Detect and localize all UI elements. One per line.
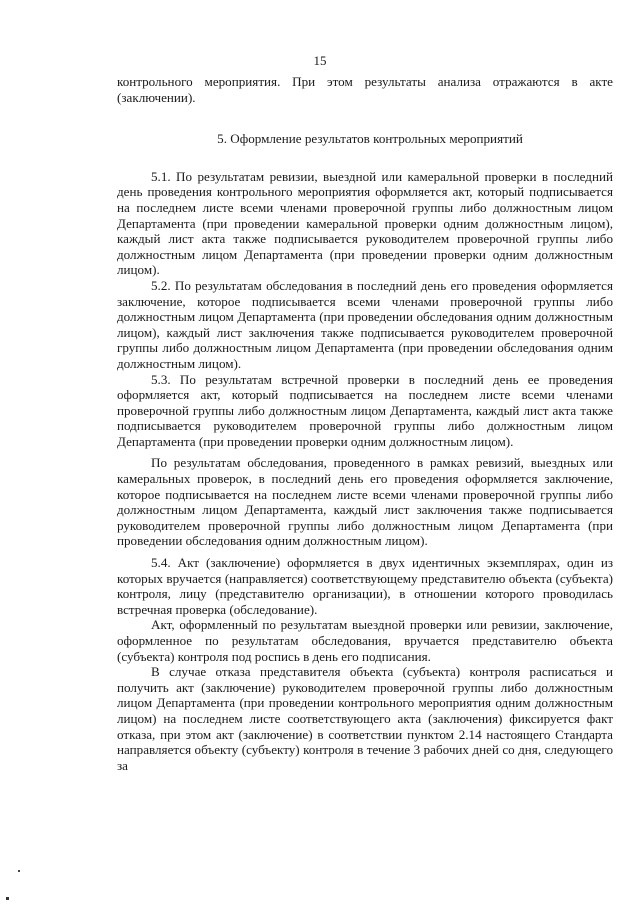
scan-speck <box>18 870 20 872</box>
document-body <box>117 74 613 773</box>
paragraph-5-3-inspection: По результатам обследования, проведенного в рамках ревизий, выездных или камеральных проверок, в последний день его проведения оформляется заключение, которое подписывается на последнем листе всеми членами проверочной группы либо должностным лицом Департамента, каждый лист заключения также подписывается руководителем проверочной группы либо должностным лицом Департамента (при проведении обследования одним должностным лицом). <box>117 455 613 549</box>
paragraph-5-4-refusal: В случае отказа представителя объекта (субъекта) контроля расписаться и получить акт (заключение) руководителем проверочной группы либо должностным лицом Департамента (при проведении контрольного мероприятия одним должностным лицом) на последнем листе соответствующего акта (заключения) фиксируется факт отказа, при этом акт (заключение) в соответствии пунктом 2.14 настоящего Стандарта направляется объекту (субъекту) контроля в течение 3 рабочих дней со дня, следующего за <box>117 664 613 773</box>
paragraph-5-3: 5.3. По результатам встречной проверки в последний день ее проведения оформляется акт, который подписывается на последнем листе всеми членами проверочной группы либо должностным лицом Департамента, каждый лист акта также подписывается руководителем проверочной группы либо должностным лицом Департамента (при проведении проверки одним должностным лицом). <box>117 371 613 449</box>
intro-paragraph: контрольного мероприятия. При этом результаты анализа отражаются в акте (заключении). <box>117 74 613 105</box>
paragraph-5-4: 5.4. Акт (заключение) оформляется в двух идентичных экземплярах, один из которых вручается (направляется) соответствующему представителю объекта (субъекта) контроля, лицу (представителю организации), в отношении которого проводилась встречная проверка (обследование). <box>117 555 613 617</box>
paragraph-5-4-delivery: Акт, оформленный по результатам выездной проверки или ревизии, заключение, оформленное по результатам обследования, вручается представителю объекта (субъекта) контроля под роспись в день его подписания. <box>117 617 613 664</box>
paragraph-5-2: 5.2. По результатам обследования в последний день его проведения оформляется заключение, которое подписывается всеми членами проверочной группы либо должностным лицом Департамента (при проведении обследования одним должностным лицом), каждый лист заключения также подписывается руководителем проверочной группы либо должностным лицом Департамента (при проведении обследования одним должностным лицом). <box>117 277 613 371</box>
scan-speck <box>6 897 9 900</box>
section-title: 5. Оформление результатов контрольных мероприятий <box>217 131 523 147</box>
paragraph-5-1: 5.1. По результатам ревизии, выездной или камеральной проверки в последний день проведения контрольного мероприятия оформляется акт, который подписывается на последнем листе всеми членами проверочной группы либо должностным лицом Департамента (при проведении камеральной проверки одним должностным лицом), каждый лист акта также подписывается руководителем проверочной группы либо должностным лицом Департамента (при проведении проверки одним должностным лицом). <box>117 168 613 278</box>
page-number: 15 <box>313 53 327 68</box>
